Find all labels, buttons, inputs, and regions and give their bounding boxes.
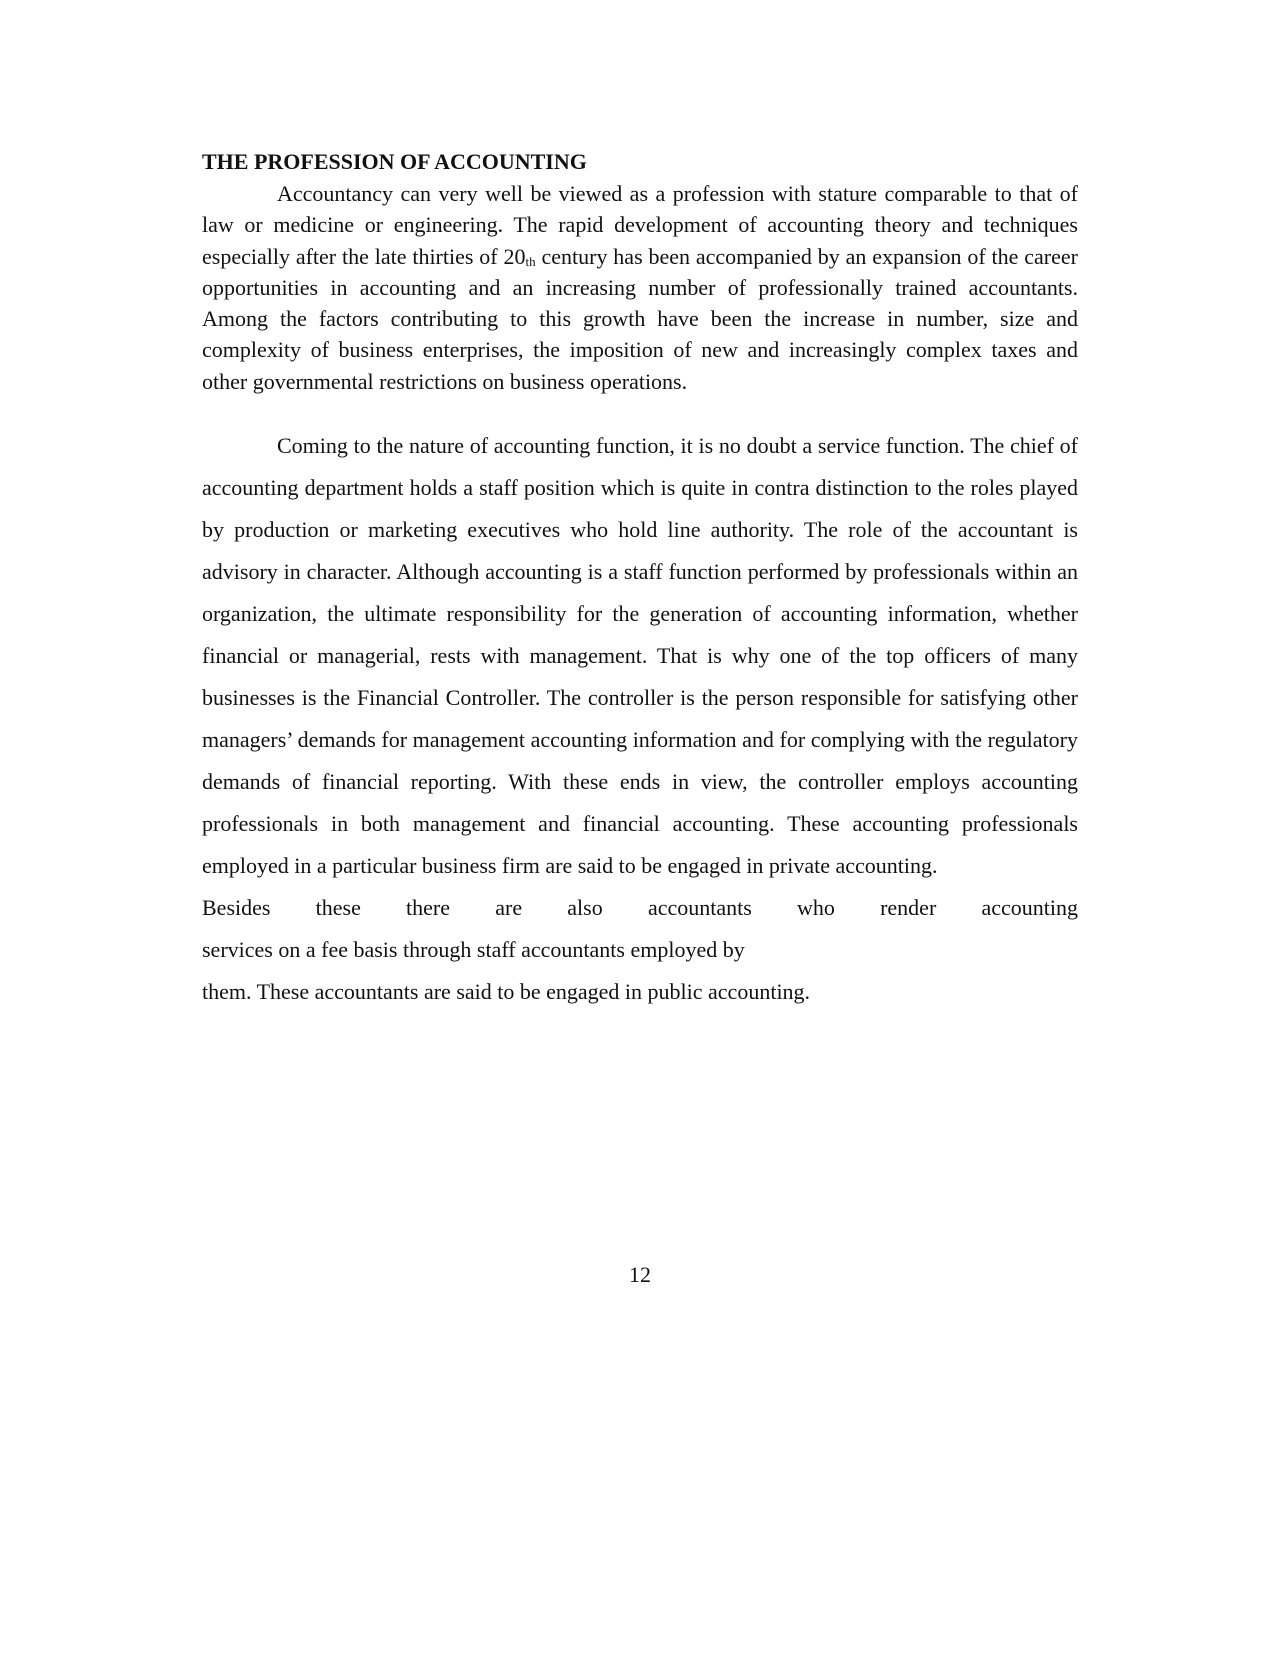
paragraph-nature-of-accounting: Coming to the nature of accounting function, it is no doubt a service function. The chief of accounting department holds a staff position which is quite in contra distinction to the roles played by production or marketing executives who hold line authority. The role of the accountant is advisory in character. Although accounting is a staff function performed by professionals within an organization, the ultimate responsibility for the generation of accounting information, whether financial or managerial, rests with management. That is why one of the top officers of many businesses is the Financial Controller. The controller is the person responsible for satisfying other managers’ demands for management accounting information and for complying with the regulatory demands of financial reporting. With these ends in view, the controller employs accounting professionals in both management and financial accounting. These accounting professionals employed in a particular business firm are said to be engaged in private accounting. [202, 433, 1078, 879]
page-number: 12 [629, 1262, 651, 1287]
section-heading: THE PROFESSION OF ACCOUNTING [202, 149, 587, 174]
paragraph-public-line-3: them. These accountants are said to be engaged in public accounting. [202, 979, 811, 1005]
paragraph-public-accounting [202, 887, 1078, 1013]
paragraph-intro-text-1: Accountancy can very well be viewed as a profession with stature comparable to that of law or medicine or engineering. The rapid development of accounting theory and techniques especially after the late thirties of 20 [202, 181, 1078, 269]
paragraph-intro [202, 178, 1078, 397]
paragraph-public-line-1: Besides these there are also accountants who render accounting [202, 895, 1078, 921]
page-content [202, 146, 1078, 1013]
paragraph-public-line-2: services on a fee basis through staff accountants employed by [202, 937, 745, 963]
paragraph-intro-text-2: century has been accompanied by an expansion of the career opportunities in accounting and an increasing number of professionally trained accountants. Among the factors contributing to this growth have been the increase in number, size and complexity of business enterprises, the imposition of new and increasingly complex taxes and other governmental restrictions on business operations. [202, 243, 1078, 394]
ordinal-suffix: th [525, 253, 536, 269]
